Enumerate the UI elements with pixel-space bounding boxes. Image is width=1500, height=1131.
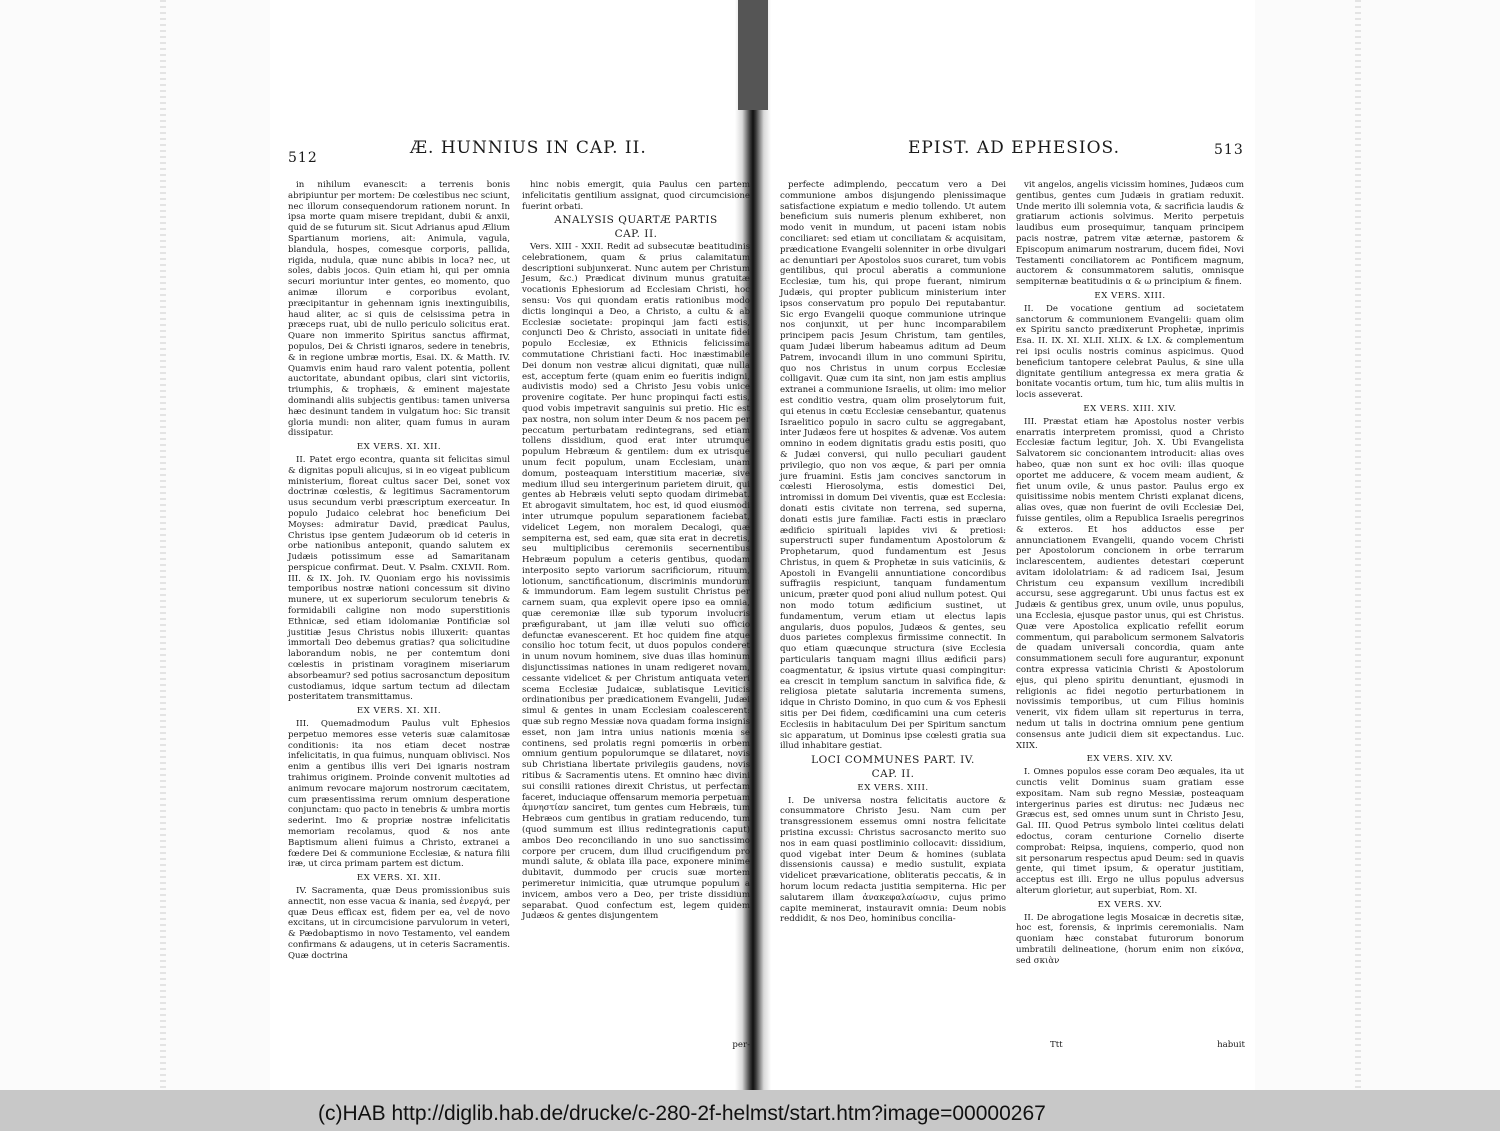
- right-column-1: [780, 180, 1006, 928]
- right-page: [770, 120, 1253, 1050]
- section-heading: CAP. II.: [614, 228, 658, 241]
- left-page: [270, 120, 758, 1050]
- section-heading: EX VERS. XI. XII.: [356, 706, 442, 717]
- right-catchword: habuit: [1217, 1040, 1245, 1050]
- section-heading: EX VERS. XIII. XIV.: [1083, 403, 1177, 414]
- left-page-header: [270, 120, 758, 166]
- left-column-2: [522, 180, 750, 925]
- left-running-head: Æ. HUNNIUS IN CAP. II.: [410, 138, 647, 158]
- paragraph: II. De abrogatione legis Mosaicæ in decretis sitæ, hoc est, forensis, & inprimis ceremonialis. Nam quoniam hæc constabat futurorum bonorum umbratili delineatione, (horum enim non εἰκόνα, sed σκιὰν: [1016, 912, 1244, 966]
- paragraph: Vers. XIII - XXII. Redit ad subsecutæ beatitudinis celebrationem, quam & prius calamitatum descriptioni subjunxerat. Nunc autem per Christum Jesum, &c.) Prædicat divinum munus gratuitæ vocationis Ephesiorum ad Ecclesiam Christi, hoc sensu: Vos qui quondam eratis rationibus modo dictis longinqui a Deo, a Christo, a cultu & ab Ecclesiæ societate: propinqui jam facti estis, conjuncti Deo & Christo, associati in unitate fidei populo Ecclesiæ, ex Ethnicis felicissima commutatione Christiani facti. Hoc inæstimabile Dei donum non vestræ alicui dignitati, quæ nulla est, acceptum ferte (quam enim eo fueritis indigni, audivistis modo) sed a Christo Jesu vobis unice provenire cogitate. Per hunc propinqui facti estis, quod vobis impetravit sanguinis sui pretio. Hic est pax nostra, non solum inter Deum & nos pacem per peccatum perturbatam redintegrans, sed etiam tollens dissidium, quod erat inter utrumque populum Hebræum & gentilem: dum ex utrisque unum fecit populum, unam Ecclesiam, unam domum, posteaquam interstitium maceriæ, sive medium illud seu intergerinum parietem diruit, qui gentes ab Hebræis veluti septo quodam dirimebat. Et abrogavit simultatem, hoc est, id quod eiusmodi inter utrumque populum separationem faciebat, videlicet Legem, non moralem Decalogi, quæ sempiterna est, sed eam, quæ sita erat in decretis, seu multiplicibus ceremoniis secernentibus Hebræum populum a ceteris gentibus, quodam interposito septo variorum sacrificiorum, rituum, lotionum, sanctificationum, discriminis mundorum & immundorum. Eam legem sustulit Christus per carnem suam, qua explevit opere ipso ea omnia, quæ ceremoniæ illæ sub typorum involucris præfigurabant, ut jam illæ veluti suo officio defunctæ evanescerent. Et hoc quidem fine atque consilio hoc totum fecit, ut duos populos conderet in unum novum hominem, sive duas illas hominum disjunctissimas nationes in unam redigeret novam, cessante videlicet & per Christum antiquata veteri scema Ecclesiæ Judaicæ, sublatisque Leviticis ordinationibus per prædicationem Evangelii, Judæi simul & gentes in unam Ecclesiam coalescerent: quæ sub regno Messiæ nova quadam forma insignis esset, non jam intra unius nationis mœnia se continens, sed prolatis regni pomœriis in orbem omnium gentium populorumque se dilataret, novis sub Christiana libertate privilegiis gaudens, novis ritibus & Sacramentis utens. Et omnino hæc divini sui consilii rationes direxit Christus, ut perfectam faceret, induciaque offensarum memoria perpetuam ἀμνηστίαν sanciret, tum gentes cum Hebræis, tum Hebræos cum gentibus in gratiam reducendo, tum (quod summum est illius redintegrationis caput) ambos Deo reconciliando in uno suo sanctissimo corpore per crucem, dum illud crucifigendum pro mundi salute, & oblata illa pace, exponere minime dubitavit, dummodo per crucis suæ mortem perimeretur inimicitia, quæ utrumque populum a invicem, ambos vero a Deo, per triste dissidium separabat. Quod confectum est, legem quidem Judæos & gentes disjungentem: [522, 241, 750, 922]
- section-heading: LOCI COMMUNES PART. IV.: [811, 754, 975, 767]
- section-heading: ANALYSIS QUARTÆ PARTIS: [554, 214, 718, 227]
- paragraph: I. Omnes populos esse coram Deo æquales, ita ut cunctis velit Dominus suam gratiam esse expositam. Nam sub regno Messiæ, posteaquam intergerinus paries est dirutus: nec Judæus nec Græcus est, sed omnes unum sunt in Christo Jesu, Gal. III. Quod Petrus symbolo lintei cœlitus delati edoctus, coram centurione Cornelio diserte comprobat: Reipsa, inquiens, comperio, quod non sit personarum respectus apud Deum: sed in quavis gente, qui timet ipsum, & operatur justitiam, acceptus est illi. Ergo ne ullus populus adversus alterum glorietur, aut superbiat, Rom. XI.: [1016, 767, 1244, 896]
- right-margin-strip: [1255, 0, 1500, 1090]
- footer-bar: [0, 1090, 1500, 1131]
- section-heading: EX VERS. XIV. XV.: [1086, 754, 1174, 765]
- section-heading: CAP. II.: [871, 768, 915, 781]
- section-heading: EX VERS. XIII.: [1094, 290, 1166, 301]
- section-heading: EX VERS. XI. XII.: [356, 442, 442, 453]
- left-catchword: per-: [732, 1040, 750, 1050]
- right-page-number: 513: [1214, 142, 1244, 158]
- paragraph: vit angelos, angelis vicissim homines, Judæos cum gentibus, gentes cum Judæis in gratiam reduxit. Unde merito illi solemnia vota, & sacrificia laudis & gratiarum actionis solvimus. Merito perpetuis laudibus eum prosequimur, tanquam principem pacis nostræ, patrem vitæ æternæ, pastorem & Episcopum animarum nostrarum, ducem fidei, Novi Testamenti conciliatorem ac Pontificem magnum, auctorem & consummatorem salutis, omnisque sempiternæ beatitudinis α & ω principium & finem.: [1016, 180, 1244, 288]
- left-column-1: [288, 180, 510, 965]
- section-heading: EX VERS. XIII.: [857, 782, 929, 793]
- paragraph: II. De vocatione gentium ad societatem sanctorum & communionem Evangelii: quam olim ex Spiritu sancto prædixerunt Prophetæ, inprimis Esa. II. IX. XI. XLII. XLIX. & LX. & complementum rei ipsi oculis nostris cominus aspicimus. Quod beneficium tantopere celebrat Paulus, & sine ulla dignitate gentilium antegressa ex mera gratia & bonitate vocantis ortum, tum hic, tum aliis multis in locis asseverat.: [1016, 303, 1244, 401]
- right-running-head: EPIST. AD EPHESIOS.: [908, 138, 1120, 158]
- paragraph: III. Quemadmodum Paulus vult Ephesios perpetuo memores esse veteris suæ calamitosæ conditionis: ita nos etiam decet nostræ infelicitatis, in qua fuimus, nunquam oblivisci. Nos enim a gentibus illis veri Dei ignaris nostram trahimus originem. Proinde convenit multoties ad animum revocare majorum nostrorum cæcitatem, cum præsentissima rerum omnium desperatione conjunctam: quo pacto in tenebris & umbra mortis sederint. Imo & propriæ nostræ infelicitatis memoriam recolamus, quod & nos ante Baptismum alieni fuimus a Christo, extranei a fœdere Dei & communione Ecclesiæ, & natura filii iræ, ut circa primam partem est dictum.: [288, 719, 510, 870]
- signature-mark: Ttt: [1050, 1040, 1063, 1050]
- paragraph: perfecte adimplendo, peccatum vero a Dei communione ambos disjungendo plenissimaque satisfactione expiatum e medio tollendo. Ut autem beneficium suis numeris plenum exhiberet, non modo venit in mundum, ut paceni istam nobis conciliaret: sed etiam ut conciliatam & acquisitam, prædicatione Evangelii solenniter in orbe divulgari ac denuntiari per Apostolos suos curaret, tum vobis gentilibus, qui procul aberatis a communione Ecclesiæ, tum his, qui prope fuerant, nimirum Judæis, qui propter publicum ministerium inter ipsos conservatum pro populo Dei reputabantur. Sic ergo Evangelii quoque communione utrinque nos conjunxit, ut per hunc incomparabilem principem pacis Jesum Christum, tam gentiles, quam Judæi liberum habeamus aditum ad Deum Patrem, invocandi illum in uno communi Spiritu, quo nos Christus in unum corpus Ecclesiæ colligavit. Quæ cum ita sint, non jam estis amplius extranei a communione Israelis, ut olim: imo melior est conditio vestra, quam olim proselytorum fuit, qui etenus in cœtu Ecclesiæ censebantur, quatenus Israelitico populo in sacro cultu se aggregabant, inter Judæos fere ut hospites & advenæ. Vos autem omnino in eodem dignitatis gradu estis positi, quo & Judæi conversi, qui nullo peculiari gaudent privilegio, quo non vos æque, & pari per omnia jure fruamini. Estis jam concives sanctorum in cœlesti Hierosolyma, estis domestici Dei, intromissi in domum Dei viventis, quæ est Ecclesia: donati estis civitate non terrena, sed superna, donati estis jure familiæ. Facti estis in præclaro ædificio spirituali lapides vivi & pretiosi: superstructi super fundamentum Apostolorum & Prophetarum, quod fundamentum est Jesus Christus, in quem & Prophetæ in suis vaticiniis, & Apostoli in Evangelii annuntiatione concordibus suffragiis respiciunt, tanquam fundamentum unicum, præter quod poni aliud nullum potest. Qui non modo totum ædificium sustinet, ut fundamentum, verum etiam ut electus lapis angularis, duos populos, Judæos & gentes, seu duos parietes complexus firmissime connectit. In quo etiam quæcunque structura (sive Ecclesia particularis tanquam magni illius ædificii pars) coagmentatur, & ipsius virtute quasi compingitur: ea crescit in templum sanctum in salvifica fide, & religiosa pietate salutaria incrementa sumens, idque in Christo Domino, in quo cum & vos Ephesii sitis per Dei fidem, cœdificamini una cum ceteris Ecclesiis in habitaculum Dei per Spiritum sanctum sic apparatum, ut Dominus ipse cœlesti gratia sua illud inhabitare gestiat.: [780, 180, 1006, 752]
- paragraph: II. Patet ergo econtra, quanta sit felicitas simul & dignitas populi alicujus, si in eo vigeat publicum ministerium, floreat cultus sacer Dei, sonet vox doctrinæ cœlestis, & legitimus Sacramentorum usus secundum verbi præscriptum exerceatur. In populo Judaico celebrat hoc beneficium Dei Moyses: admiratur David, prædicat Paulus, Christus ipse gentem Judæorum ob id ceteris in orbe nationibus anteponit, quando salutem ex Judæis potissimum esse ad Samaritanam perspicue confirmat. Deut. V. Psalm. CXLVII. Rom. III. & IX. Joh. IV. Quoniam ergo his novissimis temporibus nostræ nationi concessum sit divino munere, ut ex superiorum seculorum tenebris & formidabili caligine non modo superstitionis Ethnicæ, sed etiam idolomaniæ Pontificiæ sol justitiæ Jesus Christus nobis illuxerit: quantas immortali Deo debemus gratias? qua solicitudine laborandum nobis, ne per contemtum doni cœlestis in pristinam voraginem miseriarum absorbeamur? sed potius sacrosanctum depositum custodiamus, idque sartum tectum ad dilectam posteritatem transmittamus.: [288, 454, 510, 703]
- right-column-2: [1016, 180, 1244, 970]
- left-page-number: 512: [288, 150, 318, 166]
- footer-credit: (c)HAB http://diglib.hab.de/drucke/c-280-2f-helmst/start.htm?image=00000267: [318, 1102, 1046, 1125]
- left-margin-strip: [0, 0, 270, 1090]
- paragraph: in nihilum evanescit: a terrenis bonis abripiuntur per mortem: De cœlestibus nec sciunt, nec illorum consequendorum rationem norunt. In ipsa morte quam misere trepidant, dubii & anxii, quid de se futurum sit. Sicut Adrianus apud Ælium Spartianum moriens, ait: Animula, vagula, blandula, hospes, comesque corporis, pallida, rigida, nudula, quæ nunc abibis in loca? nec, ut soles, dabis jocos. Quin etiam hi, qui per omnia securi moriuntur inter gentes, eo momento, quo animæ illorum e corporibus evolant, præcipitantur in gehennam ignis inextinguibilis, haud aliter, ac si quis de celsissima petra in præceps ruat, ubi de nullo periculo solicitus erat. Quare non immerito Spiritus sanctus affirmat, populos, Dei & Christi ignaros, sedere in tenebris, & in regione umbræ mortis, Esai. IX. & Matth. IV. Quamvis enim haud raro valent potentia, pollent auctoritate, abundant opibus, clari sint victoriis, triumphis, & trophæis, & eminent majestate dominandi aliis subjectis gentibus: tamen universa hæc desinunt tandem in vulgatum hoc: Sic transit gloria mundi: non aliter, quam fumus in auram dissipatur.: [288, 180, 510, 439]
- paragraph: I. De universa nostra felicitatis auctore & consummatore Christo Jesu. Nam cum per transgressionem essemus omni nostra felicitate pristina excussi: Christus sacrosancto merito suo nos in eam quasi postliminio collocavit: dissidium, quod vigebat inter Deum & homines (sublata dissensionis caussa) e medio sustulit, expiata videlicet prævaricatione, obliteratis peccatis, & in horum locum redacta justitia sempiterna. Hic per salutarem illam ἀνακεφαλαίωσιν, cujus primo capite meminerat, instauravit omnia: Deum nobis reddidit, & nos Deo, hominibus concilia-: [780, 795, 1006, 925]
- paragraph: III. Præstat etiam hæ Apostolus noster verbis enarratis interpretem promissi, quod a Christo Ecclesiæ factum legitur, Joh. X. Ubi Evangelista Salvatorem sic concionantem introducit: alias oves habeo, quæ non sunt ex hoc ovili: illas quoque oportet me adducere, & vocem meam audient, & fiet unum ovile, & unus pastor. Paulus ergo ex quisitissime nobis mentem Christi explanat dicens, alias oves, quæ non fuerint de ovili Ecclesiæ Dei, fuisse gentiles, olim a Republica Israelis peregrinos & exteros. Et hos adductos esse per annunciationem Evangelii, quando vocem Christi per Apostolorum concionem in orbe terrarum inclarescentem, audientes detestari cœperunt avitam idololatriam: & ad radicem Isai, Jesum Christum ceu expansum vexillum incredibili accursu, sese aggregarunt. Ubi unus factus est ex Judæis & gentibus grex, unum ovile, unus populus, una Ecclesia, ejusque pastor unus, qui est Christus. Quæ vere Apostolica explicatio refellit eorum commentum, qui parabolicum sermonem Salvatoris de quadam universali concordia, quam ante consummationem seculi fore augurantur, exponunt contra expressa vaticinia Christi & Apostolorum ejus, qui pleno spiritu denuntiant, ejusmodi in religionis ac fidei negotio perturbationem in novissimis temporibus, ut cum Filius hominis venerit, vix fidem ullam sit reperturus in terra, nedum ut talis in doctrina omnium pene gentium consensus ante judicii diem sit expectandus. Luc. XIIX.: [1016, 416, 1244, 751]
- section-heading: EX VERS. XI. XII.: [356, 873, 442, 884]
- section-heading: EX VERS. XV.: [1097, 899, 1163, 910]
- paragraph: hinc nobis emergit, quia Paulus cen partem infelicitatis gentilium assignat, quod circumcisione fuerint orbati.: [522, 180, 750, 212]
- gutter-shadow: [738, 0, 768, 110]
- right-page-header: [770, 120, 1253, 160]
- paragraph: IV. Sacramenta, quæ Deus promissionibus suis annectit, non esse vacua & inania, sed ἐνεργά, per quæ Deus efficax est, fidem per ea, vel de novo excitans, ut in circumcisione parvulorum in veteri, & Pædobaptismo in novo Testamento, vel eandem confirmans & adaugens, ut in ceteris Sacramentis. Quæ doctrina: [288, 886, 510, 961]
